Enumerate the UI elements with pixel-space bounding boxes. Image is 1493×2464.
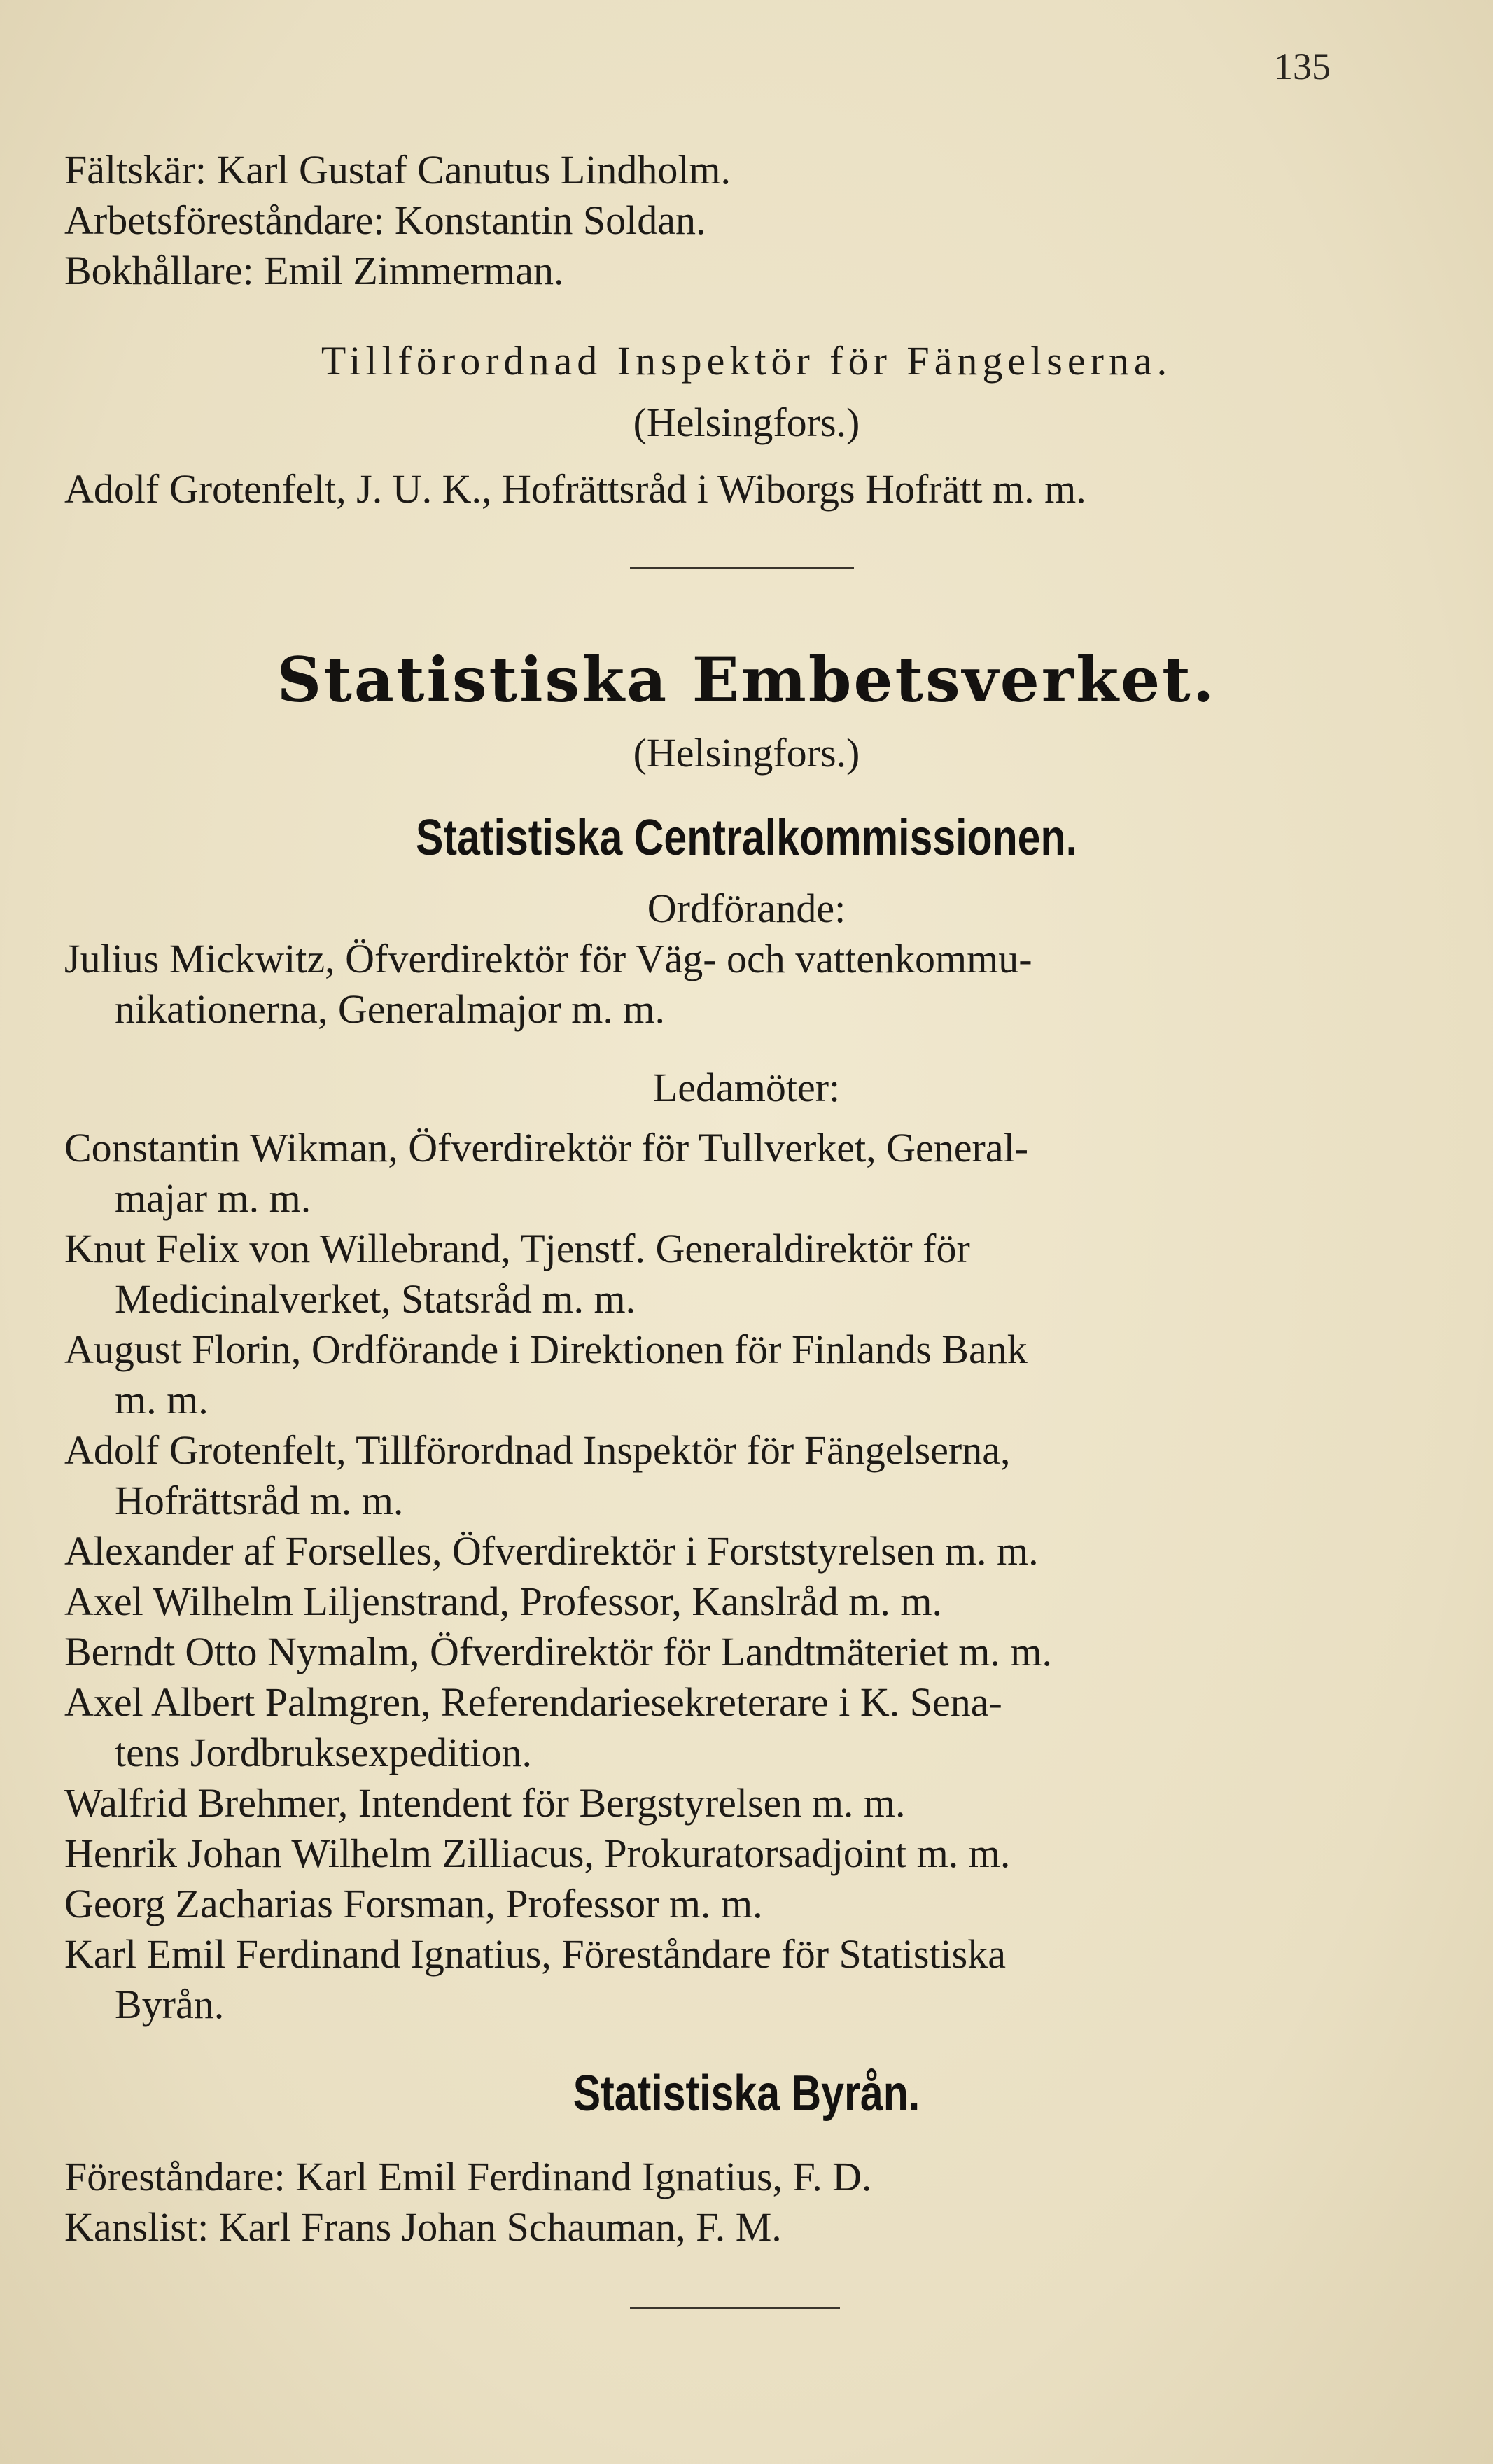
member-line: Karl Emil Ferdinand Ignatius, Föreståndare för Statistiska: [64, 1931, 1006, 1977]
member-line: m. m.: [115, 1377, 209, 1422]
members-label: Ledamöter:: [652, 1065, 841, 1110]
member-line: Hofrättsråd m. m.: [115, 1478, 404, 1523]
staff-line: Arbetsföreståndare: Konstantin Soldan.: [64, 197, 706, 243]
member-line: Walfrid Brehmer, Intendent för Bergstyrelsen m. m.: [64, 1780, 906, 1826]
chair-line: Julius Mickwitz, Öfverdirektör för Väg- och vattenkommu-: [64, 936, 1032, 981]
office-heading: Statistiska Embetsverket.: [276, 643, 1217, 716]
bureau-staff-line: Kanslist: Karl Frans Johan Schauman, F. M.: [64, 2204, 782, 2250]
member-line: Byrån.: [115, 1982, 225, 2027]
member-line: Henrik Johan Wilhelm Zilliacus, Prokuratorsadjoint m. m.: [64, 1830, 1011, 1876]
office-location: (Helsingfors.): [633, 730, 860, 776]
member-line: Constantin Wikman, Öfverdirektör för Tullverket, General-: [64, 1125, 1029, 1170]
member-line: tens Jordbruksexpedition.: [115, 1730, 533, 1775]
member-line: Axel Wilhelm Liljenstrand, Professor, Kanslråd m. m.: [64, 1578, 942, 1624]
member-line: August Florin, Ordförande i Direktionen för Finlands Bank: [64, 1326, 1028, 1372]
member-line: Medicinalverket, Statsråd m. m.: [115, 1276, 636, 1322]
member-line: Knut Felix von Willebrand, Tjenstf. Generaldirektör för: [64, 1226, 970, 1271]
inspector-person: Adolf Grotenfelt, J. U. K., Hofrättsråd i Wiborgs Hofrätt m. m.: [64, 466, 1086, 512]
staff-line: Bokhållare: Emil Zimmerman.: [64, 248, 564, 293]
member-line: Alexander af Forselles, Öfverdirektör i Forststyrelsen m. m.: [64, 1528, 1039, 1574]
staff-line: Fältskär: Karl Gustaf Canutus Lindholm.: [64, 147, 731, 192]
chair-label: Ordförande:: [647, 886, 846, 931]
bureau-staff-line: Föreståndare: Karl Emil Ferdinand Ignatius, F. D.: [64, 2154, 872, 2199]
bureau-heading: Statistiska Byrån.: [573, 2066, 920, 2122]
chair-line: nikationerna, Generalmajor m. m.: [115, 986, 665, 1032]
commission-heading: Statistiska Centralkommissionen.: [416, 810, 1077, 866]
page-number: 135: [1274, 46, 1331, 88]
member-line: Axel Albert Palmgren, Referendariesekreterare i K. Sena-: [64, 1679, 1002, 1725]
member-line: Georg Zacharias Forsman, Professor m. m.: [64, 1881, 763, 1926]
member-line: Adolf Grotenfelt, Tillförordnad Inspektör för Fängelserna,: [64, 1427, 1011, 1473]
inspector-location: (Helsingfors.): [633, 400, 860, 445]
section-divider: [630, 567, 854, 569]
member-line: majar m. m.: [115, 1175, 311, 1221]
section-divider: [630, 2307, 840, 2309]
member-line: Berndt Otto Nymalm, Öfverdirektör för Landtmäteriet m. m.: [64, 1629, 1052, 1674]
inspector-heading: Tillförordnad Inspektör för Fängelserna.: [321, 338, 1172, 384]
